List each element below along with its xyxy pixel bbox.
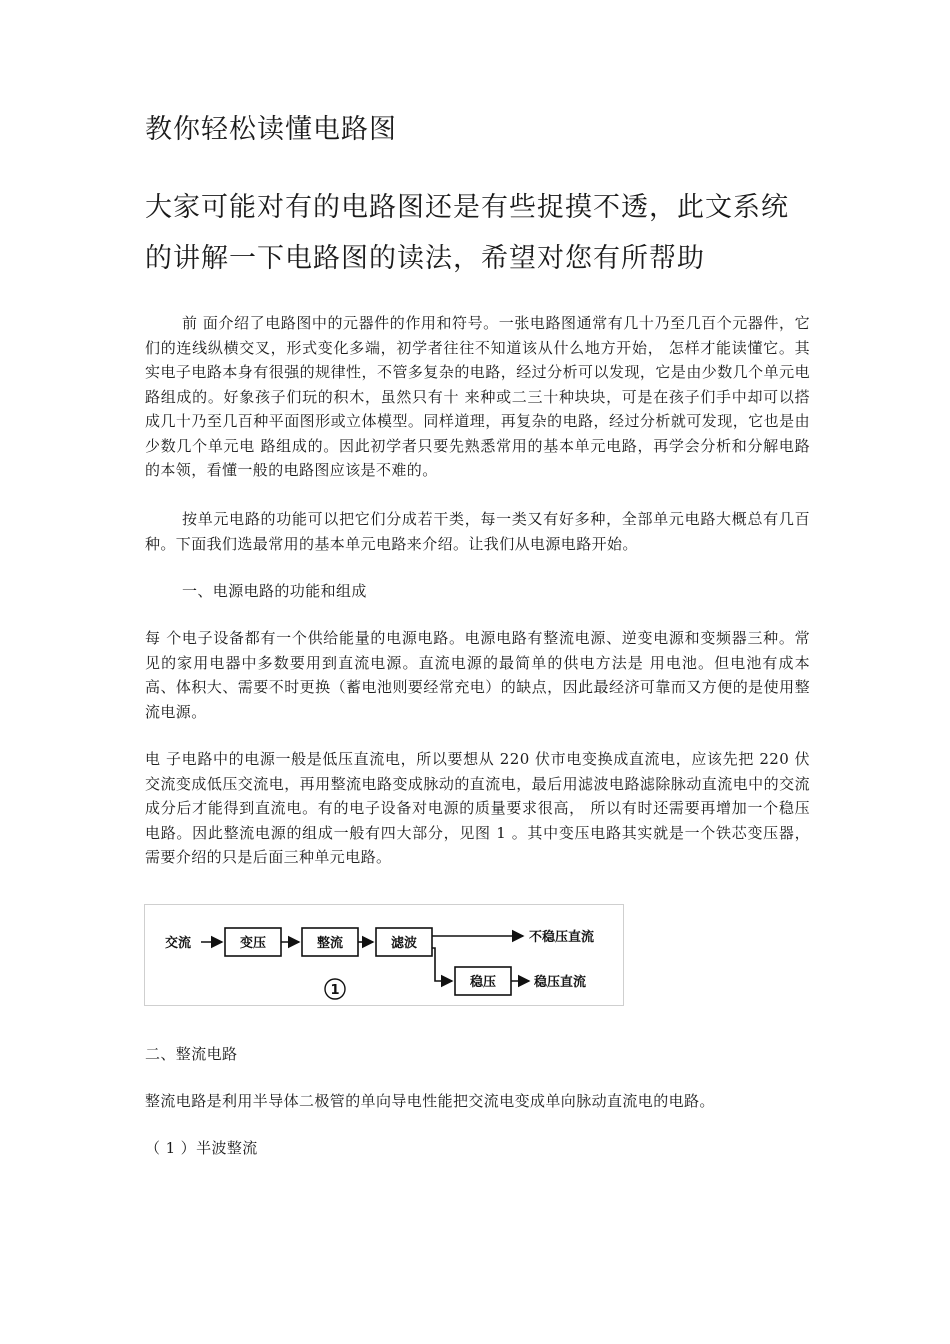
figure-number-label: 1 bbox=[330, 983, 340, 998]
subsection-heading-half-wave: （ 1 ）半波整流 bbox=[145, 1139, 258, 1157]
intro-paragraph: 前 面介绍了电路图中的元器件的作用和符号。一张电路图通常有几十乃至几百个元器件，它们的连线纵横交叉，形式变化多端，初学者往往不知道该从什么地方开始， 怎样才能读懂它。其实电子电路本身有很强的规律性，不管多复杂的电路，经过分析可以发现，它是由少数几个单元电路组成的。好象孩子们玩的积木，虽然只有十 来种或二三十种块块，可是在孩子们手中却可以搭成几十乃至几百种平面图形或立体模型。同样道理，再复杂的电路，经过分析就可发现，它也是由少数几个单元电 路组成的。因此初学者只要先熟悉常用的基本单元电路，再学会分析和分解电路的本领，看懂一般的电路图应该是不难的。 bbox=[145, 314, 810, 479]
power-supply-paragraph: 每 个电子设备都有一个供给能量的电源电路。电源电路有整流电源、逆变电源和变频器三种。常见的家用电器中多数要用到直流电源。直流电源的最简单的供电方法是 用电池。但电池有成本高、体积大、需要不时更换（蓄电池则要经常充电）的缺点，因此最经济可靠而又方便的是使用整流电源。 bbox=[145, 629, 810, 721]
block-filter-label: 滤波 bbox=[390, 936, 418, 951]
figure-1-block-diagram bbox=[144, 904, 624, 1006]
output-unregulated-label: 不稳压直流 bbox=[529, 930, 595, 945]
subtitle-line-2: 的讲解一下电路图的读法，希望对您有所帮助 bbox=[145, 243, 705, 274]
section-heading-power-supply: 一、电源电路的功能和组成 bbox=[182, 582, 367, 600]
classification-paragraph: 按单元电路的功能可以把它们分成若干类，每一类又有好多种，全部单元电路大概总有几百种。下面我们选最常用的基本单元电路来介绍。让我们从电源电路开始。 bbox=[145, 510, 810, 553]
subtitle-line-1: 大家可能对有的电路图还是有些捉摸不透，此文系统 bbox=[145, 192, 789, 223]
power-supply-composition-paragraph: 电 子电路中的电源一般是低压直流电，所以要想从 220 伏市电变换成直流电，应该先把 220 伏交流变成低压交流电，再用整流电路变成脉动的直流电，最后用滤波电路滤除脉动直流电中的交流成分后才能得到直流电。有的电子设备对电源的质量要求很高， 所以有时还需要再增加一个稳压电路。因此整流电源的组成一般有四大部分，见图 1 。其中变压电路其实就是一个铁芯变压器，需要介绍的只是后面三种单元电路。 bbox=[145, 750, 810, 866]
block-rectifier-label: 整流 bbox=[316, 936, 344, 951]
rectifier-paragraph: 整流电路是利用半导体二极管的单向导电性能把交流电变成单向脉动直流电的电路。 bbox=[145, 1092, 715, 1110]
block-transformer-label: 变压 bbox=[239, 936, 267, 951]
block-regulator-label: 稳压 bbox=[469, 975, 497, 990]
input-label: 交流 bbox=[165, 936, 192, 951]
arrow-filter-to-regulator bbox=[432, 948, 452, 981]
subtitle bbox=[145, 182, 825, 284]
section-heading-rectifier: 二、整流电路 bbox=[145, 1045, 238, 1063]
block-diagram-svg bbox=[145, 905, 625, 1007]
page-title: 教你轻松读懂电路图 bbox=[145, 114, 397, 145]
output-regulated-label: 稳压直流 bbox=[534, 975, 587, 990]
